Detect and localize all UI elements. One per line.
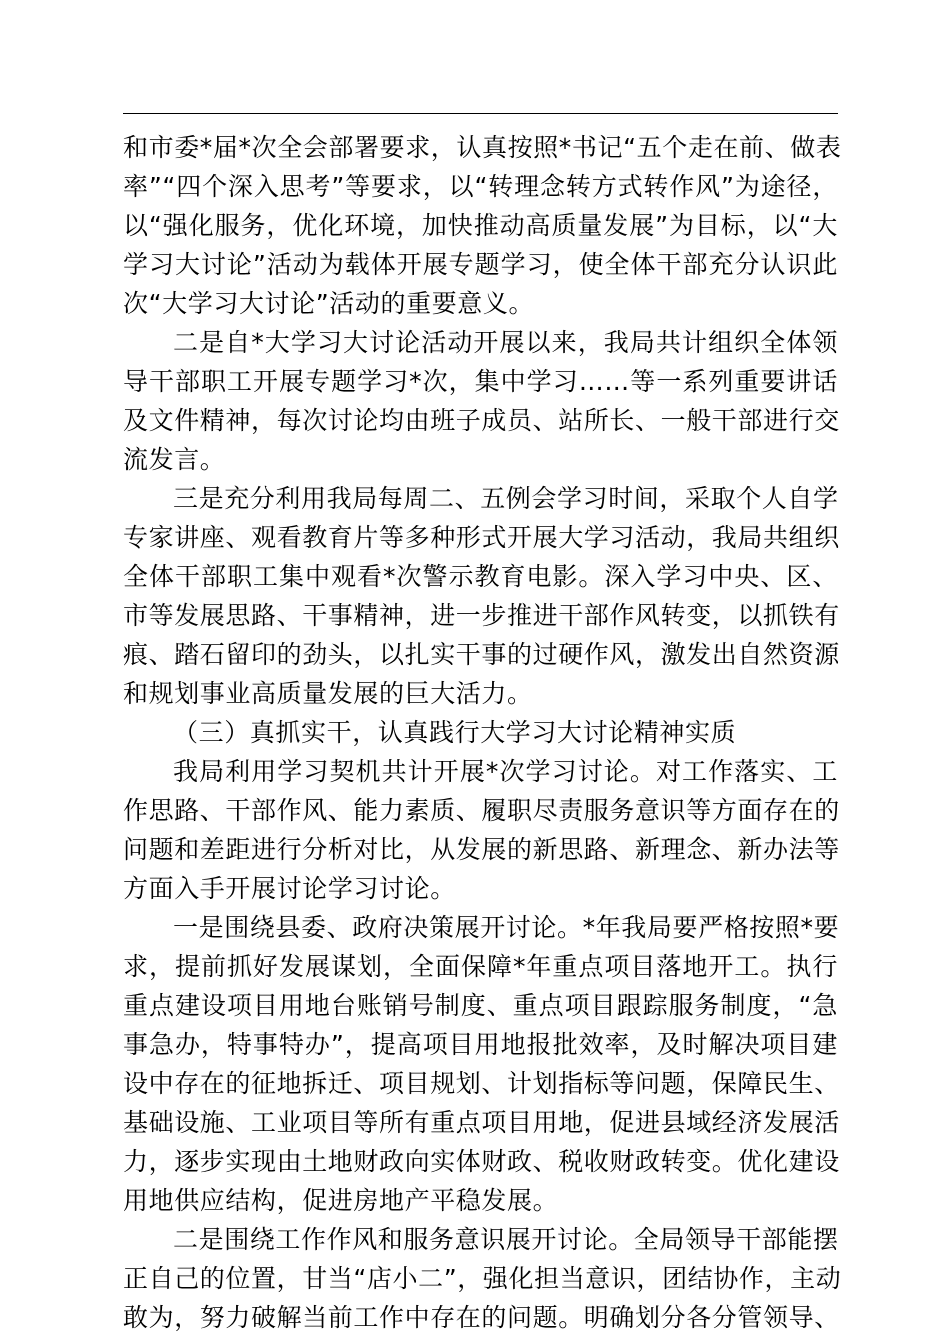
text-line: 导干部职工开展专题学习*次，集中学习……等一系列重要讲话 [123, 367, 838, 396]
text-line: 敢为，努力破解当前工作中存在的问题。明确划分各分管领导、 [123, 1303, 840, 1332]
text-line: 问题和差距进行分析对比，从发展的新思路、新理念、新办法等 [123, 835, 840, 864]
text-line: 和市委*届*次全会部署要求，认真按照*书记“五个走在前、做表 [123, 133, 842, 162]
section-heading: （三）真抓实干，认真践行大学习大讨论精神实质 [173, 718, 737, 747]
text-line: 市等发展思路、干事精神，进一步推进干部作风转变，以抓铁有 [123, 601, 840, 630]
text-line: 求，提前抓好发展谋划，全面保障*年重点项目落地开工。执行 [123, 952, 838, 981]
text-line: 二是自*大学习大讨论活动开展以来，我局共计组织全体领 [173, 328, 838, 357]
text-line: 作思路、干部作风、能力素质、履职尽责服务意识等方面存在的 [123, 796, 840, 825]
text-line: 次“大学习大讨论”活动的重要意义。 [123, 289, 535, 318]
header-rule [123, 113, 838, 114]
text-line: 和规划事业高质量发展的巨大活力。 [123, 679, 533, 708]
text-line: 用地供应结构，促进房地产平稳发展。 [123, 1186, 559, 1215]
text-line: 重点建设项目用地台账销号制度、重点项目跟踪服务制度，“急 [123, 991, 838, 1020]
text-line: 二是围绕工作作风和服务意识展开讨论。全局领导干部能摆 [173, 1225, 839, 1254]
text-line: 设中存在的征地拆迁、项目规划、计划指标等问题，保障民生、 [123, 1069, 840, 1098]
text-line: 率”“四个深入思考”等要求，以“转理念转方式转作风”为途径， [123, 172, 838, 201]
text-line: 一是围绕县委、政府决策展开讨论。*年我局要严格按照*要 [173, 913, 840, 942]
text-line: 专家讲座、观看教育片等多种形式开展大学习活动，我局共组织 [123, 523, 840, 552]
text-line: 我局利用学习契机共计开展*次学习讨论。对工作落实、工 [173, 757, 838, 786]
text-line: 力，逐步实现由土地财政向实体财政、税收财政转变。优化建设 [123, 1147, 840, 1176]
text-line: 正自己的位置，甘当“店小二”，强化担当意识，团结协作，主动 [123, 1264, 842, 1293]
text-line: 方面入手开展讨论学习讨论。 [123, 874, 456, 903]
text-line: 流发言。 [123, 445, 226, 474]
text-line: 学习大讨论”活动为载体开展专题学习，使全体干部充分认识此 [123, 250, 838, 279]
text-line: 三是充分利用我局每周二、五例会学习时间，采取个人自学 [173, 484, 839, 513]
text-line: 基础设施、工业项目等所有重点项目用地，促进县域经济发展活 [123, 1108, 840, 1137]
text-line: 及文件精神，每次讨论均由班子成员、站所长、一般干部进行交 [123, 406, 840, 435]
text-line: 痕、踏石留印的劲头，以扎实干事的过硬作风，激发出自然资源 [123, 640, 840, 669]
text-line: 全体干部职工集中观看*次警示教育电影。深入学习中央、区、 [123, 562, 838, 591]
text-line: 事急办，特事特办”，提高项目用地报批效率，及时解决项目建 [123, 1030, 838, 1059]
text-line: 以“强化服务，优化环境，加快推动高质量发展”为目标，以“大 [123, 211, 838, 240]
